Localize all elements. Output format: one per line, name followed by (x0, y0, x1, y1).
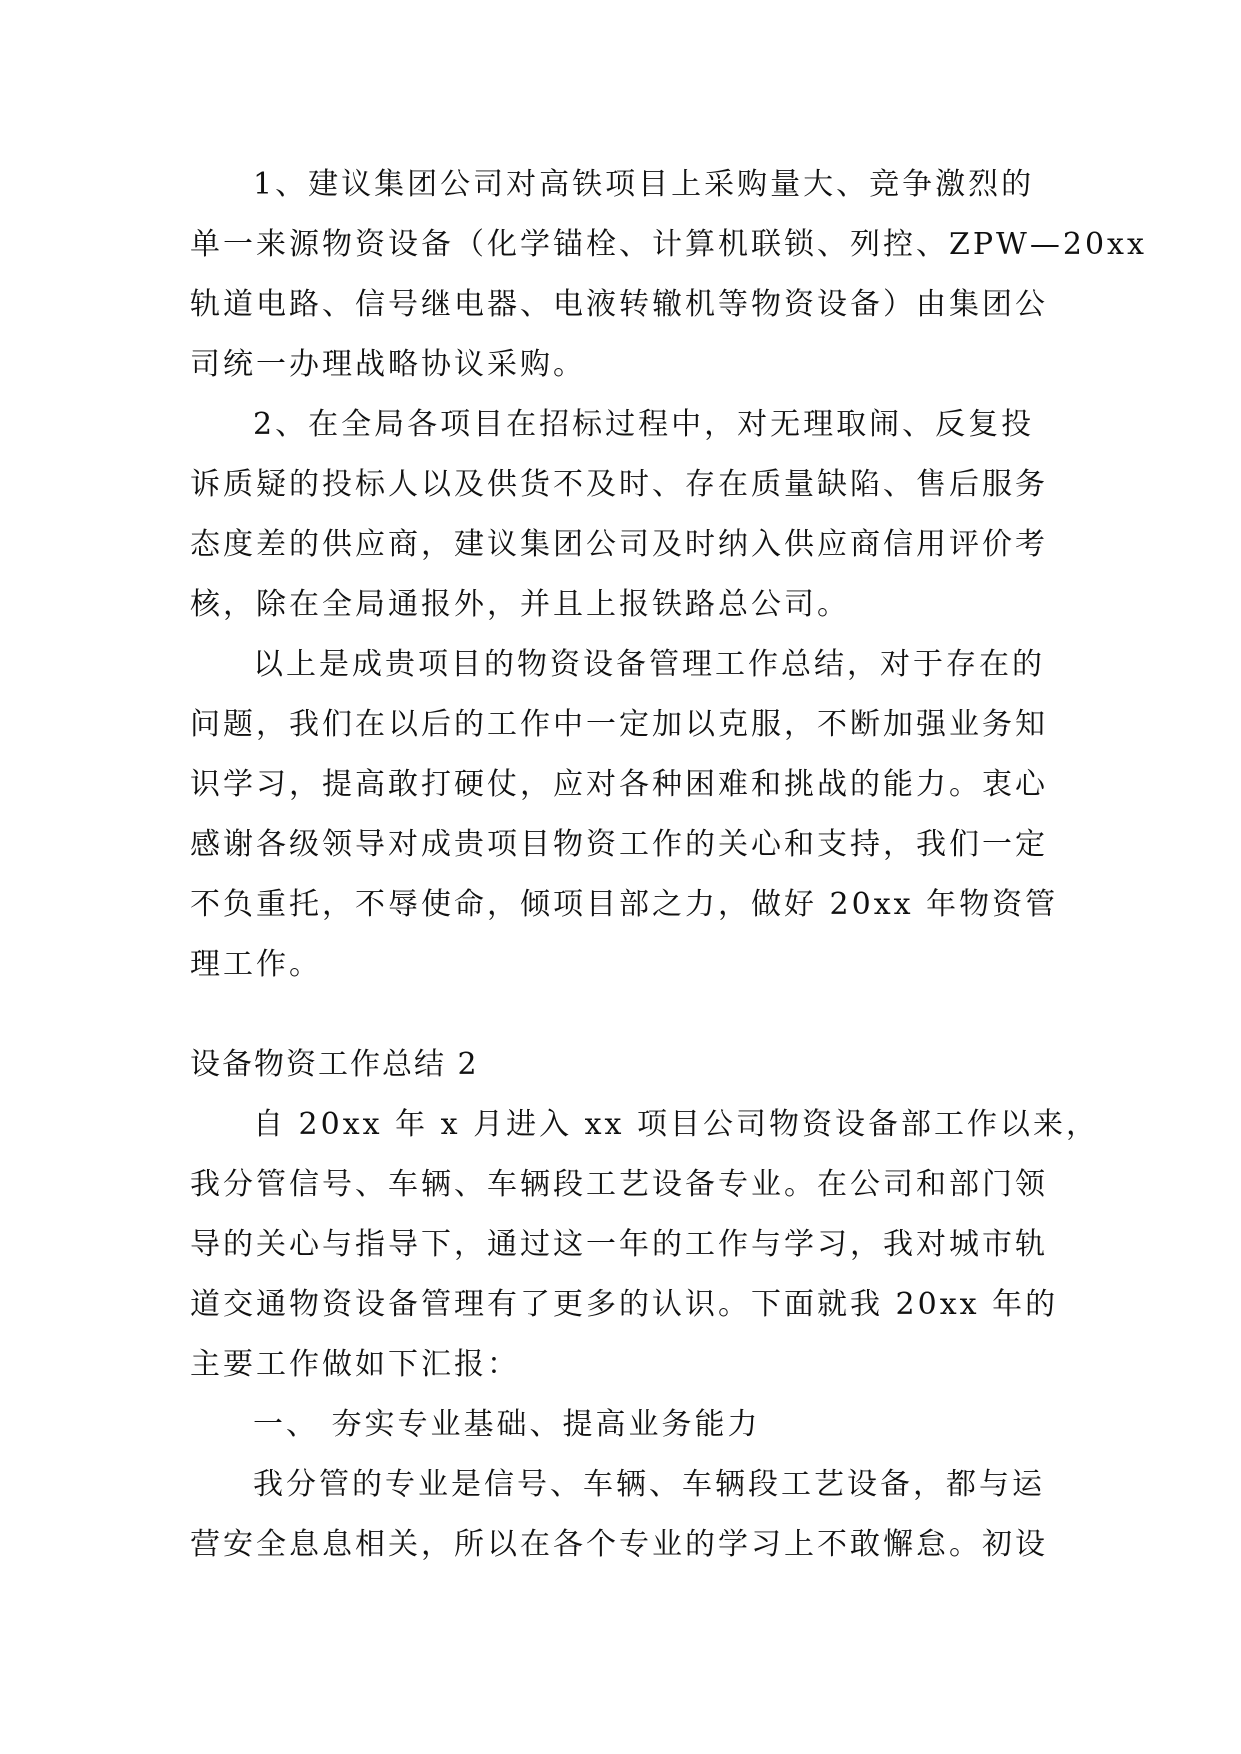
paragraph-line: 识学习，提高敢打硬仗，应对各种困难和挑战的能力。衷心 (190, 767, 1048, 802)
paragraph-line: 以上是成贵项目的物资设备管理工作总结，对于存在的 (253, 647, 1045, 682)
paragraph-line: 营安全息息相关，所以在各个专业的学习上不敢懈怠。初设 (190, 1527, 1048, 1562)
paragraph-line: 司统一办理战略协议采购。 (190, 347, 586, 382)
paragraph-line: 我分管信号、车辆、车辆段工艺设备专业。在公司和部门领 (190, 1167, 1048, 1202)
paragraph-line: 理工作。 (190, 947, 322, 982)
paragraph-line: 单一来源物资设备（化学锚栓、计算机联锁、列控、ZPW—20xx (190, 227, 1147, 262)
paragraph-line: 导的关心与指导下，通过这一年的工作与学习，我对城市轨 (190, 1227, 1048, 1262)
paragraph-line: 自 20xx 年 x 月进入 xx 项目公司物资设备部工作以来， (253, 1107, 1099, 1142)
subheading: 一、 夯实专业基础、提高业务能力 (253, 1407, 761, 1442)
paragraph-line: 核，除在全局通报外，并且上报铁路总公司。 (190, 587, 850, 622)
paragraph-line: 2、在全局各项目在招标过程中，对无理取闹、反复投 (253, 407, 1035, 442)
paragraph-line: 主要工作做如下汇报： (190, 1347, 520, 1382)
paragraph-line: 我分管的专业是信号、车辆、车辆段工艺设备，都与运 (253, 1467, 1045, 1502)
paragraph-line: 道交通物资设备管理有了更多的认识。下面就我 20xx 年的 (190, 1287, 1059, 1322)
paragraph-line: 态度差的供应商，建议集团公司及时纳入供应商信用评价考 (190, 527, 1048, 562)
section-title: 设备物资工作总结 2 (190, 1047, 479, 1082)
paragraph-line: 不负重托，不辱使命，倾项目部之力，做好 20xx 年物资管 (190, 887, 1059, 922)
paragraph-line: 1、建议集团公司对高铁项目上采购量大、竞争激烈的 (253, 167, 1035, 202)
paragraph-line: 问题，我们在以后的工作中一定加以克服，不断加强业务知 (190, 707, 1048, 742)
paragraph-line: 诉质疑的投标人以及供货不及时、存在质量缺陷、售后服务 (190, 467, 1048, 502)
paragraph-line: 轨道电路、信号继电器、电液转辙机等物资设备）由集团公 (190, 287, 1048, 322)
paragraph-line: 感谢各级领导对成贵项目物资工作的关心和支持，我们一定 (190, 827, 1048, 862)
